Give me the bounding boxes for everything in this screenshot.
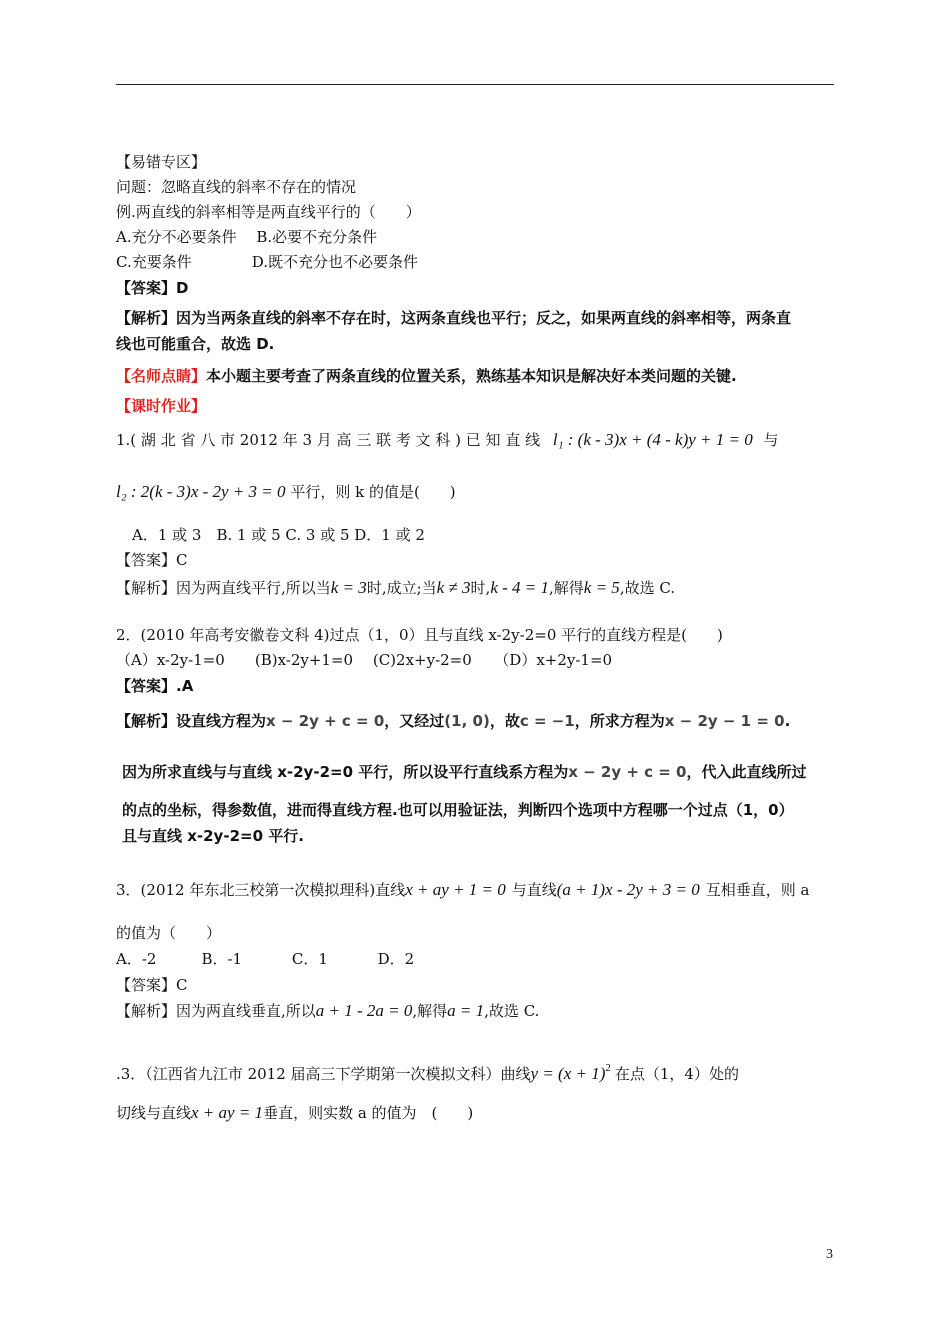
q1-prefix: 1.( 湖 北 省 八 市 2012 年 3 月 高 三 联 考 文 科 ) 已 知 直 线 xyxy=(116,431,541,449)
q1-stem-line1 xyxy=(116,430,779,450)
q4-math1-exponent: 2 xyxy=(605,1062,611,1074)
q1-text2: 平行，则 k 的值是( ) xyxy=(290,483,456,501)
q2-extra-line2: 的点的坐标，得参数值，进而得直线方程.也可以用验证法，判断四个选项中方程哪一个过点（1，0） xyxy=(122,801,794,819)
q1-analysis-d: ,解得 xyxy=(549,579,584,597)
q1-analysis-b: 时,成立;当 xyxy=(366,579,437,597)
q2-extra-line3: 且与直线 x-2y-2=0 平行. xyxy=(122,827,304,845)
q4-stem-l2b: 垂直，则实数 a 的值为 ( ) xyxy=(263,1104,474,1122)
easy-error-problem: 问题：忽略直线的斜率不存在的情况 xyxy=(116,178,357,196)
q4-stem-line2 xyxy=(116,1103,473,1123)
q2-analysis-a: 【解析】设直线方程为 xyxy=(116,712,267,730)
q2-analysis xyxy=(116,711,790,731)
q2-math1: x − 2y + c = 0 xyxy=(266,712,385,730)
q2-answer xyxy=(116,676,193,696)
q1-suffix: 与 xyxy=(763,431,779,449)
header-rule xyxy=(116,84,834,85)
q3-analysis-b: ,解得 xyxy=(412,1002,448,1020)
q2-extra-a: 因为所求直线与与直线 x-2y-2=0 平行，所以设平行直线系方程为 xyxy=(122,763,569,781)
q2-math4: x − 2y − 1 = 0 xyxy=(664,712,785,730)
q3-stem-line1 xyxy=(116,880,809,900)
answer-label: 【答案】 xyxy=(116,279,177,297)
q2-extra-b: ，代入此直线所过 xyxy=(686,763,807,781)
q2-answer-value: .A xyxy=(176,677,194,695)
q3-options: A．-2 B．-1 C．1 D．2 xyxy=(116,950,415,968)
q3-stem-line2: 的值为（ ） xyxy=(116,924,222,942)
q1-options: A．1 或 3 B. 1 或 5 C. 3 或 5 D．1 或 2 xyxy=(132,526,425,544)
q1-answer: 【答案】C xyxy=(116,551,188,569)
q2-answer-label: 【答案】 xyxy=(116,677,177,695)
q1-eq2: l₂ : 2(k - 3)x - 2y + 3 = 0 xyxy=(116,482,286,501)
q2-analysis-c: ，故 xyxy=(489,712,520,730)
q2-math3: c = −1 xyxy=(519,712,575,730)
q3-math3: a + 1 - 2a = 0 xyxy=(315,1001,413,1020)
q2-stem: 2．(2010 年高考安徽卷文科 4)过点（1，0）且与直线 x-2y-2=0 平行的直线方程是( ) xyxy=(116,626,723,644)
q4-stem-a: .3．（江西省九江市 2012 届高三下学期第一次模拟文科）曲线 xyxy=(116,1065,531,1083)
page-number: 3 xyxy=(826,1247,833,1262)
teacher-tip-text: 本小题主要考查了两条直线的位置关系，熟练基本知识是解决好本类问题的关键. xyxy=(206,367,737,385)
easy-error-example: 例.两直线的斜率相等是两直线平行的（ ） xyxy=(116,203,421,221)
q1-analysis-c: 时, xyxy=(470,579,491,597)
q1-analysis xyxy=(116,578,675,598)
teacher-tip xyxy=(116,366,737,386)
q4-math1-base: y = (x + 1) xyxy=(530,1064,606,1083)
q3-analysis-c: ,故选 C. xyxy=(484,1002,540,1020)
q2-extra-math: x − 2y + c = 0 xyxy=(568,763,687,781)
q1-math4: k = 5 xyxy=(583,578,620,597)
q2-analysis-b: ，又经过 xyxy=(384,712,445,730)
easy-error-options-cd: C.充要条件 D.既不充分也不必要条件 xyxy=(116,253,418,271)
q3-stem-b: 与直线 xyxy=(511,881,557,899)
easy-error-analysis-line2: 线也可能重合，故选 D. xyxy=(116,335,275,353)
q1-math2: k ≠ 3 xyxy=(436,578,471,597)
easy-error-analysis-line1 xyxy=(116,308,791,328)
q4-stem-b: 在点（1，4）处的 xyxy=(614,1065,739,1083)
homework-title: 【课时作业】 xyxy=(116,397,207,415)
q4-stem-line1 xyxy=(116,1058,739,1084)
q4-math2: x + ay = 1 xyxy=(191,1103,264,1122)
easy-error-answer xyxy=(116,278,188,298)
q2-math2: (1, 0) xyxy=(444,712,490,730)
q3-math4: a = 1 xyxy=(447,1001,485,1020)
q1-eq1: l₁ : (k - 3)x + (4 - k)y + 1 = 0 xyxy=(552,430,753,449)
easy-error-options-ab: A.充分不必要条件 B.必要不充分条件 xyxy=(116,228,378,246)
analysis-label: 【解析】 xyxy=(116,309,177,327)
q4-math1 xyxy=(531,1064,611,1083)
q2-extra-line1 xyxy=(122,762,807,782)
answer-value: D xyxy=(176,279,189,297)
q3-stem-a: 3．(2012 年东北三校第一次模拟理科)直线 xyxy=(116,881,406,899)
q3-analysis-a: 【解析】因为两直线垂直,所以 xyxy=(116,1002,316,1020)
q1-math1: k = 3 xyxy=(330,578,367,597)
teacher-tip-label: 【名师点睛】 xyxy=(116,367,207,385)
q3-stem-c: 互相垂直，则 a xyxy=(705,881,810,899)
q2-analysis-e: . xyxy=(784,712,791,730)
q3-math2: (a + 1)x - 2y + 3 = 0 xyxy=(556,880,700,899)
analysis-text: 因为当两条直线的斜率不存在时，这两条直线也平行；反之，如果两直线的斜率相等，两条直 xyxy=(176,309,792,327)
q2-options: （A）x-2y-1=0 (B)x-2y+1=0 (C)2x+y-2=0 （D）x+2y-1=0 xyxy=(116,651,613,669)
q3-math1: x + ay + 1 = 0 xyxy=(405,880,506,899)
q3-analysis xyxy=(116,1001,539,1021)
easy-error-title: 【易错专区】 xyxy=(116,153,207,171)
q3-answer: 【答案】C xyxy=(116,976,188,994)
q1-analysis-a: 【解析】因为两直线平行,所以当 xyxy=(116,579,331,597)
q2-analysis-d: ，所求方程为 xyxy=(574,712,665,730)
q1-analysis-e: ,故选 C. xyxy=(619,579,676,597)
q1-math3: k - 4 = 1 xyxy=(490,578,549,597)
q1-stem-line2 xyxy=(116,482,456,502)
q4-stem-l2a: 切线与直线 xyxy=(116,1104,192,1122)
